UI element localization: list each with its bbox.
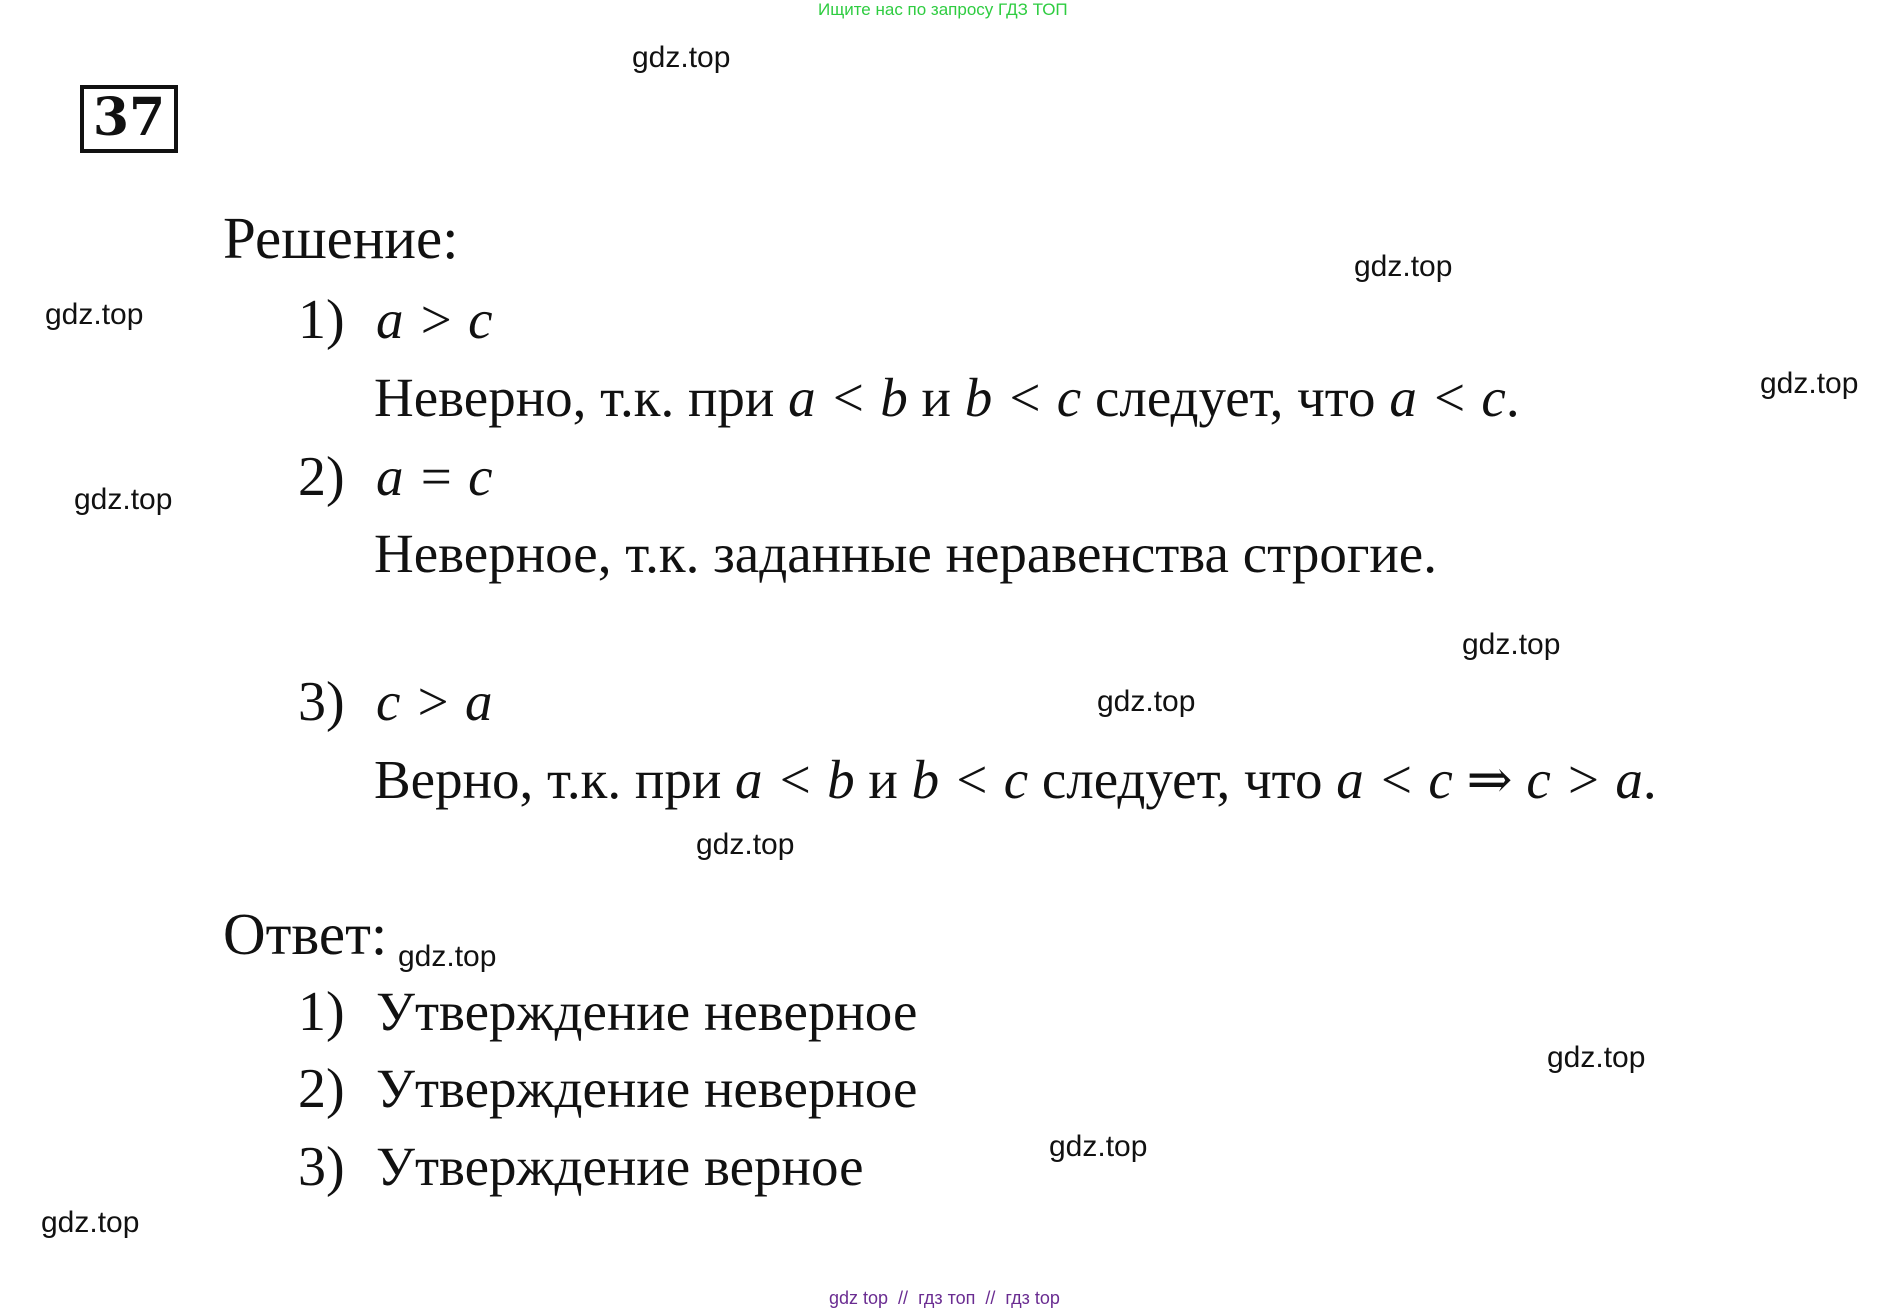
answer-item-1-number: 1) (298, 981, 345, 1043)
math-expression: b < c (964, 367, 1082, 428)
footer-separator: // (985, 1288, 996, 1308)
explanation-text: . (1505, 367, 1520, 428)
problem-number-box: 37 (80, 85, 178, 153)
explanation-text: следует, что (1028, 749, 1337, 810)
watermark: gdz.top (1462, 628, 1561, 661)
solution-item-3-claim: c > a (376, 671, 493, 732)
answer-item-3-number: 3) (298, 1136, 345, 1198)
explanation-text: и (854, 749, 912, 810)
explanation-text: следует, что (1081, 367, 1390, 428)
explanation-text: Неверно, т.к. при (374, 367, 789, 428)
watermark: gdz.top (1354, 250, 1453, 283)
answer-item-1-text: Утверждение неверное (376, 981, 918, 1042)
watermark: gdz.top (632, 41, 731, 74)
watermark: gdz.top (1760, 367, 1859, 400)
footer-separator: // (898, 1288, 909, 1308)
watermark: gdz.top (1547, 1041, 1646, 1074)
footer-link-gdz-top[interactable]: gdz top (829, 1288, 889, 1308)
solution-heading: Решение: (223, 205, 459, 271)
solution-item-1-explanation (374, 366, 1520, 430)
solution-item-3-number: 3) (298, 671, 345, 733)
watermark: gdz.top (1049, 1130, 1148, 1163)
solution-item-3-explanation (374, 748, 1657, 812)
answer-item-3-text: Утверждение верное (376, 1136, 864, 1197)
answer-item-2-text: Утверждение неверное (376, 1058, 918, 1119)
footer-links (829, 1287, 1060, 1309)
solution-item-2-claim: a = c (376, 446, 493, 507)
explanation-text: . (1642, 749, 1657, 810)
solution-item-2-explanation (374, 522, 1437, 586)
math-expression: b < c (911, 749, 1029, 810)
explanation-text: Верно, т.к. при (374, 749, 736, 810)
footer-link-gdz-top-mixed[interactable]: гдз top (1005, 1288, 1060, 1308)
math-expression: a < b (788, 367, 908, 428)
watermark: gdz.top (696, 828, 795, 861)
explanation-text: Неверное, т.к. заданные неравенства строгие. (374, 523, 1437, 584)
answer-heading: Ответ: (223, 901, 388, 967)
solution-item-1-claim: a > c (376, 289, 493, 350)
math-expression: a < c ⇒ c > a (1336, 749, 1643, 810)
watermark: gdz.top (41, 1206, 140, 1239)
answer-item-2-number: 2) (298, 1058, 345, 1120)
watermark: gdz.top (45, 298, 144, 331)
watermark: gdz.top (1097, 685, 1196, 718)
math-expression: a < c (1389, 367, 1506, 428)
footer-link-gdz-top-ru[interactable]: гдз топ (918, 1288, 976, 1308)
math-expression: a < b (735, 749, 855, 810)
explanation-text: и (907, 367, 965, 428)
watermark: gdz.top (398, 940, 497, 973)
watermark: gdz.top (74, 483, 173, 516)
top-banner[interactable]: Ищите нас по запросу ГДЗ ТОП (818, 0, 1068, 19)
solution-item-1-number: 1) (298, 289, 345, 351)
solution-item-2-number: 2) (298, 446, 345, 508)
